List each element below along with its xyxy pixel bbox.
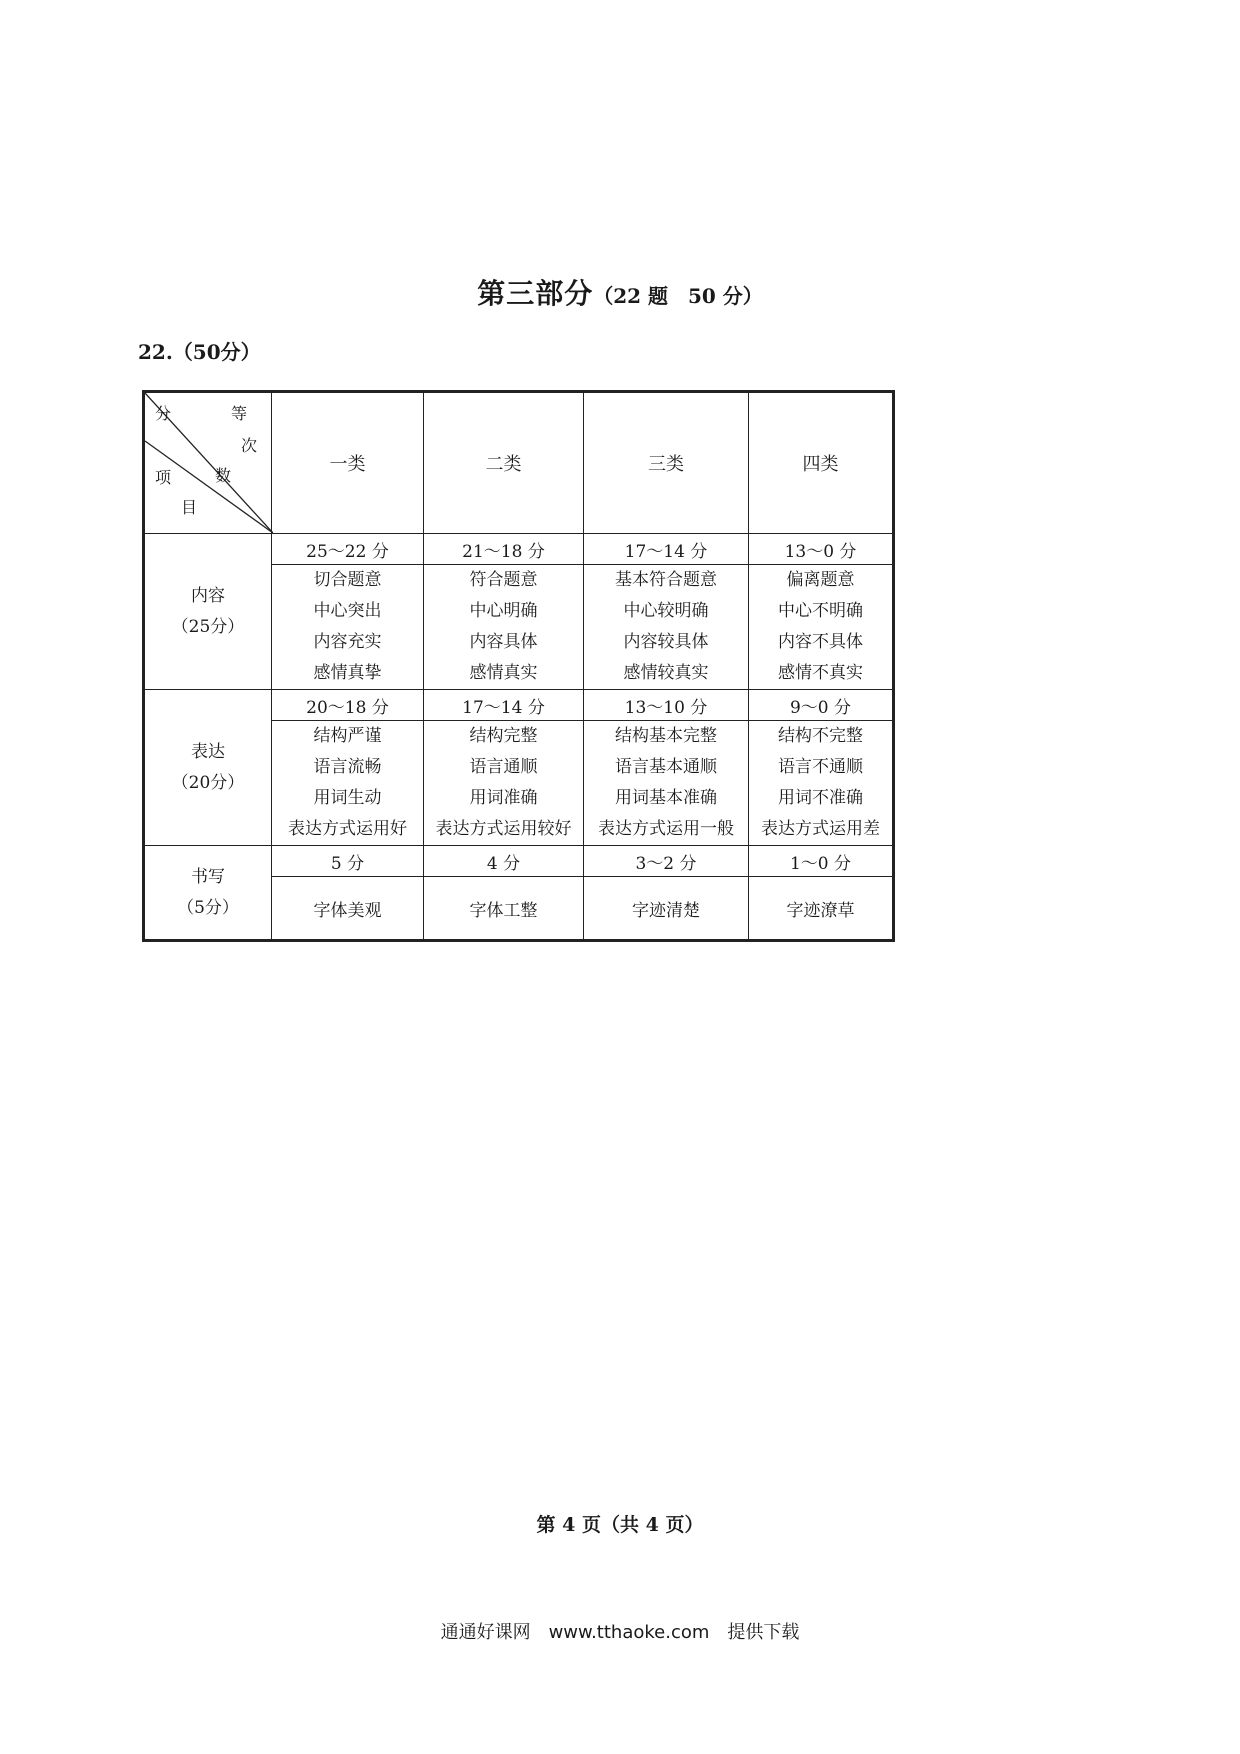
score-range: 17～14 分 <box>424 690 584 721</box>
criteria-cell <box>272 721 424 846</box>
criterion: 结构不完整 <box>778 726 863 746</box>
corner-score: 分 <box>155 404 172 423</box>
criterion: 表达方式运用较好 <box>435 819 572 839</box>
criterion: 用词不准确 <box>778 788 863 808</box>
diagonal-header-cell <box>144 392 272 534</box>
criterion: 偏离题意 <box>786 570 855 590</box>
criterion: 感情真挚 <box>313 663 382 683</box>
score-range: 5 分 <box>272 846 424 877</box>
criterion: 语言基本通顺 <box>615 757 717 777</box>
score-range: 3～2 分 <box>584 846 749 877</box>
criteria-cell <box>749 721 894 846</box>
criterion: 字体美观 <box>272 877 424 941</box>
criterion: 中心较明确 <box>623 601 709 621</box>
column-header: 四类 <box>749 392 894 534</box>
criterion: 切合题意 <box>313 570 382 590</box>
criterion: 结构完整 <box>469 726 538 746</box>
criterion: 结构基本完整 <box>615 726 717 746</box>
criterion: 用词基本准确 <box>615 788 717 808</box>
criterion: 感情较真实 <box>623 663 709 683</box>
criteria-cell <box>424 721 584 846</box>
criterion: 内容较具体 <box>623 632 709 652</box>
score-range: 1～0 分 <box>749 846 894 877</box>
category-name: 表达 <box>191 741 225 762</box>
download-footer: 通通好课网 www.tthaoke.com 提供下载 <box>440 1622 800 1643</box>
score-range: 17～14 分 <box>584 534 749 565</box>
criterion: 中心不明确 <box>778 601 863 621</box>
criterion: 语言不通顺 <box>778 757 863 777</box>
category-content <box>144 534 272 690</box>
corner-level-2: 次 <box>241 436 258 455</box>
question-number: 22.（50分） <box>138 340 261 364</box>
criterion: 内容充实 <box>313 632 382 652</box>
criterion: 表达方式运用差 <box>761 819 880 839</box>
criterion: 表达方式运用好 <box>288 819 407 839</box>
category-expression <box>144 690 272 846</box>
criteria-cell <box>584 565 749 690</box>
criterion: 语言流畅 <box>313 757 382 777</box>
score-range: 25～22 分 <box>272 534 424 565</box>
part-title <box>0 272 1240 312</box>
corner-item-2: 目 <box>181 498 198 517</box>
part-title-main: 第三部分 <box>477 277 594 310</box>
score-range: 4 分 <box>424 846 584 877</box>
criteria-cell <box>584 721 749 846</box>
column-header: 一类 <box>272 392 424 534</box>
criterion: 字迹潦草 <box>749 877 894 941</box>
corner-count: 数 <box>215 466 232 485</box>
criterion: 语言通顺 <box>469 757 538 777</box>
criteria-cell <box>749 565 894 690</box>
expression-range-row <box>144 690 894 721</box>
criterion: 用词准确 <box>469 788 538 808</box>
criterion: 内容具体 <box>469 632 538 652</box>
score-range: 13～10 分 <box>584 690 749 721</box>
corner-level-1: 等 <box>231 404 248 423</box>
criterion: 感情不真实 <box>778 663 863 683</box>
header-row <box>144 392 894 534</box>
scoring-rubric-table <box>142 390 895 942</box>
category-name: 书写 <box>191 866 225 887</box>
content-range-row <box>144 534 894 565</box>
category-points: （25分） <box>171 616 245 637</box>
criteria-cell <box>272 565 424 690</box>
criterion: 字迹清楚 <box>584 877 749 941</box>
category-points: （5分） <box>177 897 239 918</box>
criterion: 表达方式运用一般 <box>598 819 734 839</box>
criterion: 用词生动 <box>313 788 382 808</box>
score-range: 13～0 分 <box>749 534 894 565</box>
criterion: 基本符合题意 <box>615 570 717 590</box>
score-range: 21～18 分 <box>424 534 584 565</box>
page-number: 第 4 页（共 4 页） <box>536 1514 704 1536</box>
score-range: 9～0 分 <box>749 690 894 721</box>
column-header: 三类 <box>584 392 749 534</box>
criterion: 符合题意 <box>469 570 538 590</box>
criteria-cell <box>424 565 584 690</box>
handwriting-range-row <box>144 846 894 877</box>
criterion: 结构严谨 <box>313 726 382 746</box>
criterion: 中心明确 <box>469 601 538 621</box>
criterion: 感情真实 <box>469 663 538 683</box>
category-name: 内容 <box>191 585 225 606</box>
part-title-sub: （22 题 50 分） <box>593 284 763 308</box>
corner-item-1: 项 <box>155 468 172 487</box>
score-range: 20～18 分 <box>272 690 424 721</box>
category-points: （20分） <box>171 772 245 793</box>
column-header: 二类 <box>424 392 584 534</box>
criterion: 中心突出 <box>313 601 382 621</box>
category-handwriting <box>144 846 272 941</box>
criterion: 内容不具体 <box>778 632 863 652</box>
criterion: 字体工整 <box>424 877 584 941</box>
